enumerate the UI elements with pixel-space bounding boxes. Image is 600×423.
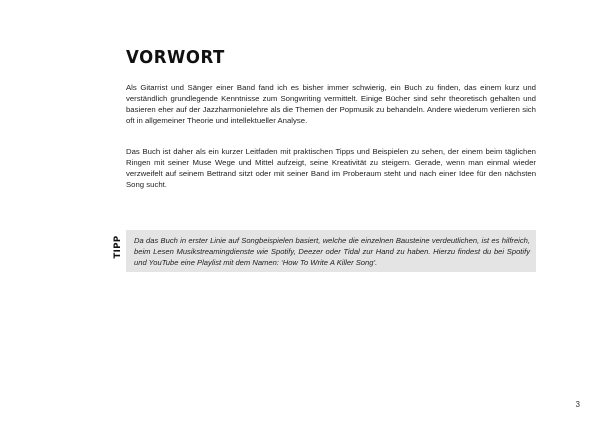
page-title: VORWORT (126, 47, 225, 68)
page-number: 3 (575, 400, 580, 409)
tip-box (126, 230, 536, 272)
paragraph-purpose: Das Buch ist daher als ein kurzer Leitfaden mit praktischen Tipps und Beispielen zu sehen, der einem beim täglichen Ringen mit seiner Muse Wege und Mittel aufzeigt, seine Kreativität zu steigern. Gerade, wenn man einmal wieder verzweifelt auf seinem Bettrand sitzt oder mit seiner Band im Proberaum steht und nach einer Idee für den nächsten Song sucht. (126, 147, 536, 190)
tip-label-text: TIPP (113, 235, 123, 259)
tip-text: Da das Buch in erster Linie auf Songbeispielen basiert, welche die einzelnen Bausteine verdeutlichen, ist es hilfreich, beim Lesen Musikstreamingdienste wie Spotify, Deezer oder Tidal zur Hand zu haben. Hierzu findest du bei Spotify und YouTube eine Playlist mit dem Namen: ‘How To Write A Killer Song’. (134, 236, 530, 268)
tip-label (113, 233, 123, 261)
paragraph-intro: Als Gitarrist und Sänger einer Band fand ich es bisher immer schwierig, ein Buch zu finden, das einem kurz und verständlich grundlegende Kenntnisse zum Songwriting vermittelt. Einige Bücher sind sehr theoretisch gehalten und basieren eher auf der Jazzharmonielehre als die Themen der Popmusik zu behandeln. Andere wiederum verlieren sich oft in allgemeiner Theorie und intellektueller Analyse. (126, 83, 536, 126)
